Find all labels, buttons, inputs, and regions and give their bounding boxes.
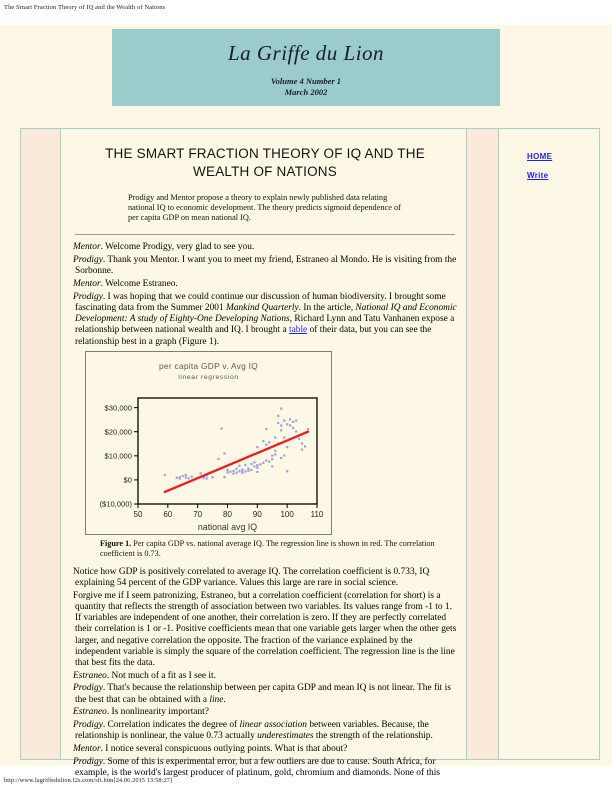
text-segment: Forgive me if I seem patronizing, Estraneo, but a correlation coefficient (correlation for short) is a quantity that reflects the strength of association between two variables. Its values range from -1 to 1. If variables are independent of one another, their correlation is zero. If they are perfectly correlated their correlation is 1 or -1. Positive coefficients mean that one variable gets larger when the other gets larger, and negative correlation the opposite. The fraction of the variance explained by the independent variable is simply the square of the correlation coefficient. The regression line is the line that best fits the data. [73,590,457,668]
data-point [226,469,228,471]
data-point [283,419,285,421]
inline-link[interactable]: table [289,325,308,336]
data-point [182,475,184,477]
dialogue-paragraph [73,292,457,348]
sidebar-link-write[interactable]: Write [527,171,549,180]
text-segment: Estraneo [73,707,107,718]
masthead-volume: Volume 4 Number 1 [270,76,342,86]
data-point [265,443,267,445]
dialogue-paragraph [73,744,457,755]
data-point [244,470,246,472]
data-point [256,464,258,466]
dialogue-paragraph [73,683,457,705]
x-tick-label: 80 [223,509,232,519]
text-segment: Prodigy [73,756,103,767]
data-point [250,469,252,471]
figure1-chart [85,351,332,535]
figure1-caption [100,539,445,560]
data-point [307,428,309,430]
data-point [176,476,178,478]
dialogue-section-1 [73,242,457,347]
data-point [211,476,213,478]
dialogue-paragraph [73,707,457,718]
dialogue-paragraph [73,720,457,742]
page-background [0,25,612,778]
text-segment: Prodigy [73,291,103,302]
text-segment: , Richard Lynn and Tatu Vanhanen expose a relationship between national wealth and IQ. I brought a [75,314,455,336]
data-point [220,427,222,429]
dialogue-section-2 [73,567,457,779]
data-point [271,454,273,456]
data-point [289,418,291,420]
data-point [295,419,297,421]
text-segment: . That's because the relationship between per capita GDP and mean IQ is not linear. The fit is the best that can be obtained with a [75,683,451,705]
data-point [185,474,187,476]
text-segment: . Some of this is experimental error, but a few outliers are due to cause. South Africa, for example, is the world's largest producer of platinum, gold, chromium and diamonds. None of this [75,756,440,778]
data-point [277,422,279,424]
data-point [241,468,243,470]
divider [75,234,455,235]
sidebar-link-home[interactable]: HOME [527,152,553,161]
text-segment: underestimates [257,731,314,742]
text-segment: Per capita GDP vs. national average IQ. The regression line is shown in red. The correlation coefficient is 0.73. [100,538,435,559]
figure1-plot [86,381,331,537]
data-point [191,475,193,477]
data-point [274,436,276,438]
x-tick-label: 110 [310,509,324,519]
x-tick-label: 60 [163,509,173,519]
data-point [262,440,264,442]
dialogue-paragraph [73,591,457,669]
data-point [259,463,261,465]
text-segment: Mankind Quarterly [226,303,299,313]
data-point [277,415,279,417]
dialogue-paragraph [73,279,457,290]
x-tick-label: 100 [280,509,294,519]
article-title: THE SMART FRACTION THEORY OF IQ AND THE WEALTH OF NATIONS [105,146,425,179]
text-segment: linear association [239,719,307,730]
data-point [238,470,240,472]
data-point [164,474,166,476]
data-point [271,458,273,460]
text-segment: . Welcome Prodigy, very glad to see you. [100,242,255,253]
data-point [289,424,291,426]
data-point [229,470,231,472]
data-point [271,465,273,467]
text-segment: . I notice several conspicuous outlying points. What is that about? [100,743,348,754]
text-segment: of their data, but you can see the relationship best in a graph (Figure 1). [75,325,432,347]
print-footer-url: http://www.lagriffedulion.f2s.com/sft.htm[24.06.2015 13:58:27] [4,777,173,784]
data-point [286,423,288,425]
data-point [235,471,237,473]
data-point [280,457,282,459]
text-segment: Mentor [73,743,101,754]
data-point [247,469,249,471]
site-title: La Griffe du Lion [227,41,385,65]
x-axis-label: national avg IQ [197,521,258,532]
data-point [304,445,306,447]
data-point [268,460,270,462]
data-point [185,476,187,478]
data-point [298,437,300,439]
text-segment: . In the article, [298,303,356,313]
y-tick-label: $0 [123,475,132,485]
data-point [244,464,246,466]
data-point [232,472,234,474]
middle-spacer-column [467,129,499,759]
text-segment: Figure 1. [100,538,132,548]
data-point [226,471,228,473]
text-segment: . Welcome Estraneo. [100,279,178,290]
data-point [235,468,237,470]
data-point [256,471,258,473]
data-point [301,442,303,444]
chart-title: per capita GDP v. Avg IQ [159,360,258,371]
sidebar-column [499,129,599,759]
text-segment: Mentor [73,279,101,290]
dialogue-paragraph [73,567,457,589]
text-segment: Notice how GDP is positively correlated to average IQ. The correlation coefficient is 0.733, IQ explaining 54 percent of the GDP variance. Values this large are rare in social science. [73,566,430,589]
site-masthead [112,29,500,106]
data-point [292,421,294,423]
data-point [280,424,282,426]
text-segment: . I was hoping that we could continue our discussion of human biodiversity. I brought some fascinating data from the Summer 2001 [75,291,446,313]
text-segment: Prodigy [73,255,103,266]
text-segment: the strength of the relationship. [313,731,433,742]
data-point [188,477,190,479]
left-spacer-column [21,129,61,759]
data-point [265,428,267,430]
text-segment: . Correlation indicates the degree of [102,719,240,730]
text-segment: Prodigy [73,683,103,694]
dialogue-paragraph [73,242,457,253]
text-segment: . Is nonlinearity important? [106,707,209,718]
data-point [292,427,294,429]
masthead-date: March 2002 [284,87,328,97]
data-point [262,462,264,464]
data-point [283,454,285,456]
y-tick-label: $10,000 [104,451,132,461]
sidebar-nav [499,129,599,180]
data-point [301,448,303,450]
data-point [217,458,219,460]
text-segment: . [223,694,226,705]
data-point [253,465,255,467]
text-segment: Estraneo [73,670,107,681]
x-tick-label: 70 [193,509,203,519]
data-point [253,461,255,463]
data-point [265,459,267,461]
data-point [232,470,234,472]
text-segment: between variables. Because, the relationship is nonlinear, the value 0.73 actually [75,719,429,742]
dialogue-paragraph [73,255,457,277]
data-point [283,436,285,438]
data-point [280,407,282,409]
text-segment: Mentor [73,242,101,253]
data-point [274,453,276,455]
y-tick-label: $20,000 [104,427,132,437]
chart-subtitle: linear regression [178,373,239,381]
main-article-column [61,129,467,778]
data-point [280,429,282,431]
print-header-title: The Smart Fraction Theory of IQ and the Wealth of Nations [4,4,166,11]
data-point [268,441,270,443]
text-segment: National IQ and Economic Development: A study of Eighty-One Developing Nations [75,303,457,325]
text-segment: Prodigy [73,719,103,730]
text-segment: line [209,694,224,705]
data-point [241,472,243,474]
data-point [256,466,258,468]
article-abstract: Prodigy and Mentor propose a theory to explain newly published data relating national IQ to economic development. The theory predicts sigmoid dependence of per capita GDP on mean national IQ. [128,192,401,222]
regression-line [165,432,308,492]
data-point [223,476,225,478]
content-table [20,128,600,778]
data-point [200,472,202,474]
data-point [206,477,208,479]
y-tick-label: ($10,000) [99,499,132,509]
data-point [250,463,252,465]
data-point [274,449,276,451]
data-point [223,452,225,454]
data-point [295,430,297,432]
dialogue-paragraph [73,757,457,779]
x-tick-label: 50 [133,509,143,519]
text-segment: . Thank you Mentor. I want you to meet my friend, Estraneo al Mondo. He is visiting from the Sorbonne. [75,255,457,277]
x-tick-label: 90 [252,509,262,519]
data-point [179,477,181,479]
data-point [247,467,249,469]
dialogue-paragraph [73,671,457,682]
data-point [286,470,288,472]
text-segment: . Not much of a fit as I see it. [106,670,216,681]
data-point [238,464,240,466]
data-point [256,446,258,448]
y-tick-label: $30,000 [104,403,132,413]
data-point [286,446,288,448]
